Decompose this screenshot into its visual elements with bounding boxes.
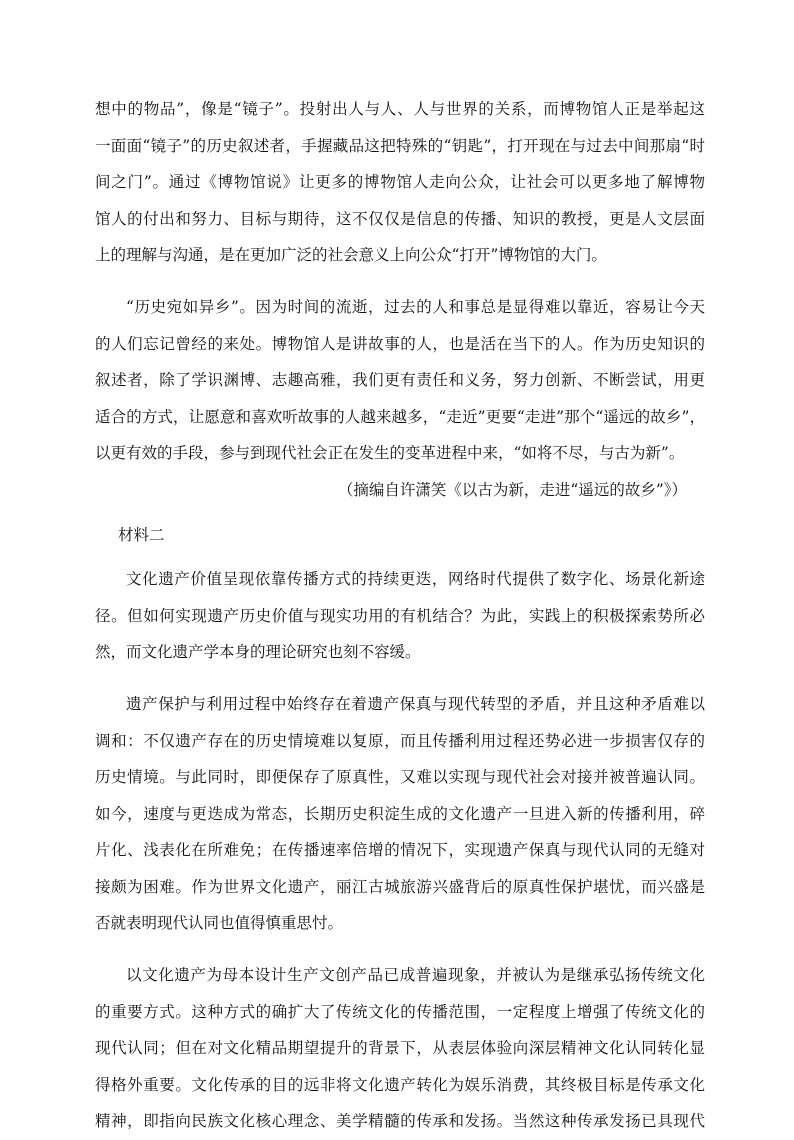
- text-line: [95, 598, 705, 635]
- text-line: [95, 1103, 705, 1140]
- text-line: [95, 905, 705, 942]
- text-line-content: 适合的方式，让愿意和喜欢听故事的人越来越多，“走近”更要“走进”那个“遥远的故乡”，: [95, 407, 705, 426]
- text-line-content: 历史情境。与此同时，即便保存了原真性，又难以实现与现代社会对接并被普遍认同。: [95, 768, 705, 787]
- text-line: [95, 91, 705, 128]
- text-line: [95, 796, 705, 833]
- text-line-content: 叙述者，除了学识渊博、志趣高雅，我们更有责任和义务，努力创新、不断尝试，用更: [95, 371, 705, 390]
- text-line-content: “历史宛如异乡”。因为时间的流逝，过去的人和事总是显得难以靠近，容易让今天: [126, 297, 705, 316]
- text-line-content: 以文化遗产为母本设计生产文创产品已成普遍现象，并被认为是继承弘扬传统文化: [126, 966, 705, 985]
- paragraph: [95, 91, 705, 274]
- text-line: [95, 561, 705, 598]
- text-line: [95, 957, 705, 994]
- text-line-content: 上的理解与沟通，是在更加广泛的社会意义上向公众“打开”博物馆的大门。: [95, 246, 607, 265]
- text-line-content: 的重要方式。这种方式的确扩大了传统文化的传播范围，一定程度上增强了传统文化的: [95, 1002, 705, 1021]
- text-line-content: 想中的物品”，像是“镜子”。投射出人与人、人与世界的关系，而博物馆人正是举起这: [95, 100, 705, 118]
- text-line: [95, 832, 705, 869]
- text-line: [95, 128, 705, 165]
- text-line: [95, 289, 705, 326]
- text-line: [95, 399, 705, 436]
- text-line-content: 如今，速度与更迭成为常态，长期历史积淀生成的文化遗产一旦进入新的传播利用，碎: [95, 804, 705, 823]
- text-line: [95, 435, 705, 472]
- text-line: [95, 723, 705, 760]
- text-line: [95, 634, 705, 671]
- text-line-content: 得格外重要。文化传承的目的远非将文化遗产转化为娱乐消费，其终极目标是传承文化: [95, 1075, 705, 1094]
- text-line-content: 片化、浅表化在所难免；在传播速率倍增的情况下，实现遗产保真与现代认同的无缝对: [95, 841, 705, 860]
- text-line-content: 文化遗产价值呈现依靠传播方式的持续更迭，网络时代提供了数字化、场景化新途: [126, 570, 705, 589]
- text-line-content: 的人们忘记曾经的来处。博物馆人是讲故事的人，也是活在当下的人。作为历史知识的: [95, 334, 705, 353]
- text-line-content: 径。但如何实现遗产历史价值与现实功用的有机结合？为此，实践上的积极探索势所必: [95, 606, 705, 625]
- document-body: [95, 91, 705, 1140]
- paragraph: [95, 957, 705, 1140]
- text-line-content: 一面面“镜子”的历史叙述者，手握藏品这把特殊的“钥匙”，打开现在与过去中间那扇“时: [95, 136, 705, 155]
- text-line: [95, 164, 705, 201]
- text-line-content: 现代认同；但在对文化精品期望提升的背景下，从表层体验向深层精神文化认同转化显: [95, 1039, 705, 1058]
- text-line-content: 接颇为困难。作为世界文化遗产，丽江古城旅游兴盛背后的原真性保护堪忧，而兴盛是: [95, 877, 705, 896]
- text-line: [95, 237, 705, 274]
- text-line: [95, 994, 705, 1031]
- text-line-content: 然，而文化遗产学本身的理论研究也刻不容缓。: [95, 643, 421, 662]
- text-line-content: 精神，即指向民族文化核心理念、美学精髓的传承和发扬。当然这种传承发扬已具现代: [95, 1112, 705, 1131]
- text-line: [95, 1067, 705, 1104]
- text-line: [95, 201, 705, 238]
- text-line: [95, 759, 705, 796]
- text-line-content: 以更有效的手段，参与到现代社会正在发生的变革进程中来，“如将不尽，与古为新”。: [95, 444, 685, 463]
- paragraph: [95, 561, 705, 671]
- text-line: [95, 326, 705, 363]
- text-line-content: 调和：不仅遗产存在的历史情境难以复原，而且传播利用过程还势必进一步损害仅存的: [95, 731, 705, 750]
- text-line-content: 遗产保护与利用过程中始终存在着遗产保真与现代转型的矛盾，并且这种矛盾难以: [126, 694, 705, 713]
- paragraph: [95, 686, 705, 942]
- text-line-content: 馆人的付出和努力、目标与期待，这不仅仅是信息的传播、知识的教授，更是人文层面: [95, 209, 705, 228]
- text-line: [95, 869, 705, 906]
- text-line: [95, 686, 705, 723]
- text-line: [95, 1030, 705, 1067]
- text-line-content: 间之门”。通过《博物馆说》让更多的博物馆人走向公众，让社会可以更多地了解博物: [95, 173, 705, 192]
- section-heading: 材料二: [118, 525, 165, 544]
- paragraph: [95, 289, 705, 472]
- source-citation: （摘编自许潇笑《以古为新，走进“遥远的故乡”》）: [337, 480, 687, 499]
- text-line-content: 否就表明现代认同也值得慎重思忖。: [95, 914, 344, 933]
- text-line: [95, 362, 705, 399]
